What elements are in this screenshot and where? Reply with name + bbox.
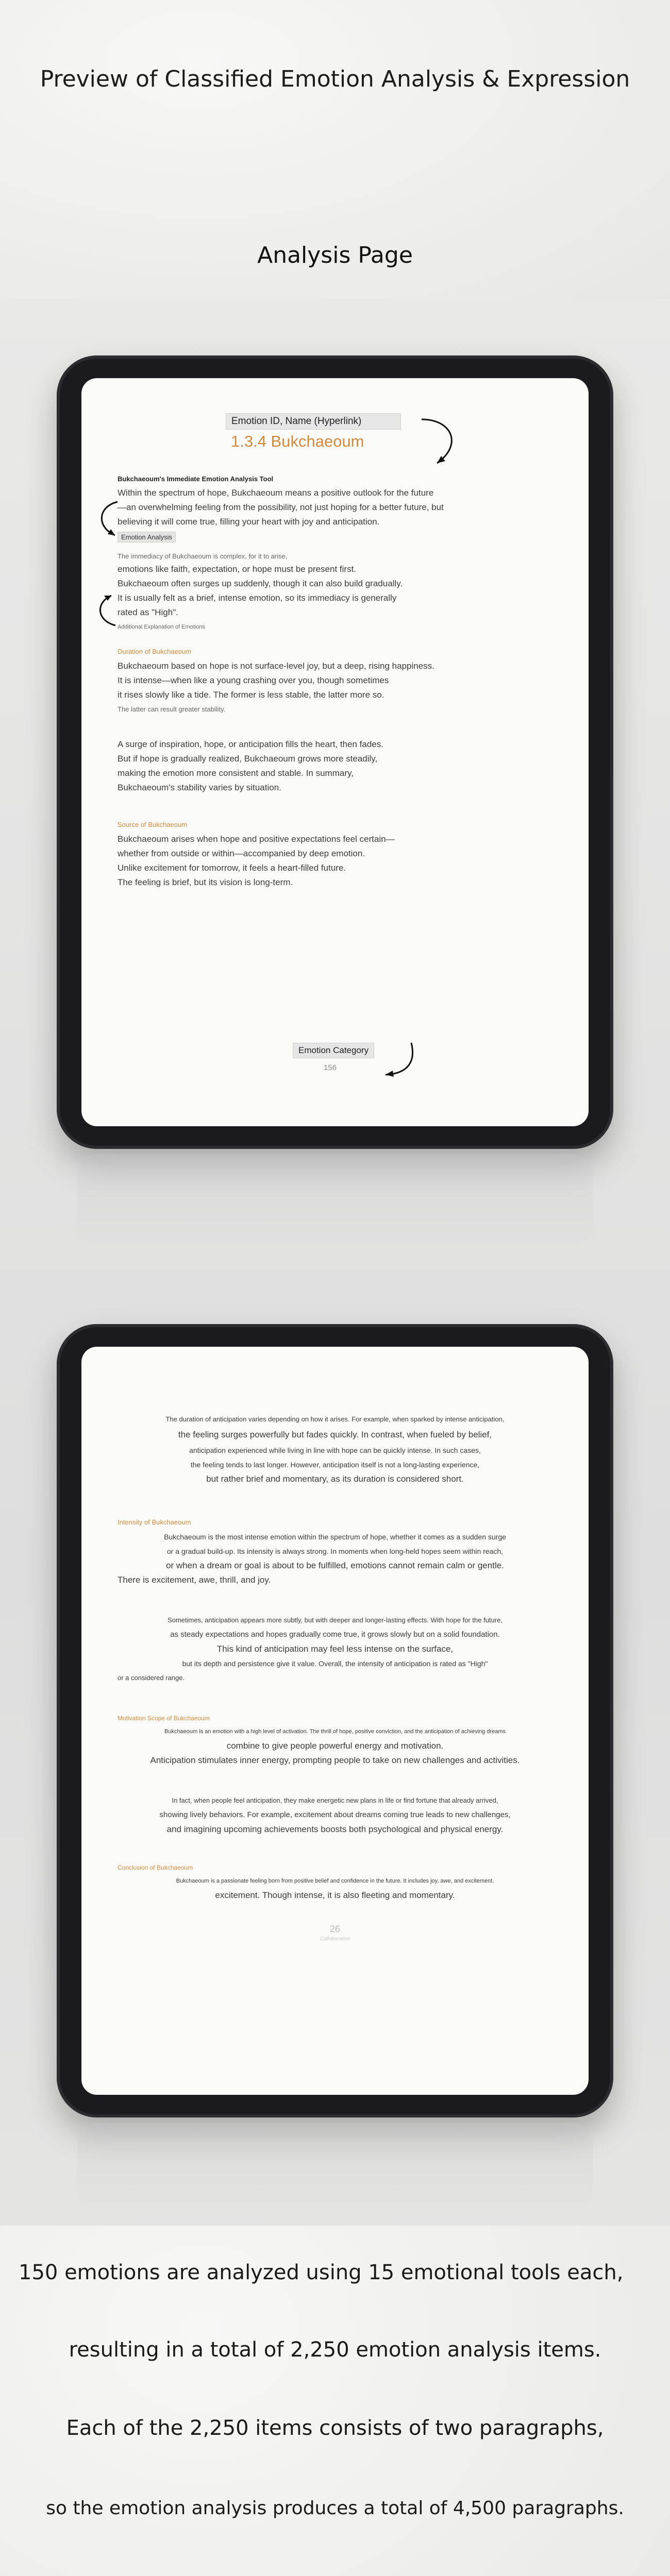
text-line: Bukchaeoum based on hope is not surface-level joy, but a deep, rising happiness.: [118, 661, 434, 671]
text-line: or when a dream or goal is about to be fulfilled, emotions cannot remain calm or gentle.: [166, 1561, 504, 1570]
text-line: It is intense—when like a young crashing over you, though sometimes: [118, 675, 389, 685]
text-line: whether from outside or within—accompanied by deep emotion.: [118, 849, 365, 858]
tablet-screen-1[interactable]: [81, 378, 589, 1126]
text-line: but rather brief and momentary, as its duration is considered short.: [206, 1474, 464, 1484]
text-line: A surge of inspiration, hope, or anticipation fills the heart, then fades.: [118, 739, 383, 749]
page-caption: Collaborative: [320, 1936, 350, 1942]
section-title: Intensity of Bukchaeoum: [118, 1518, 191, 1526]
text-line: excitement. Though intense, it is also fleeting and momentary.: [215, 1890, 455, 1900]
category-value: 156: [324, 1063, 337, 1072]
text-line: Bukchaeoum is a passionate feeling born from positive belief and confidence in the future. It includes joy, awe, and excitement.: [176, 1878, 494, 1884]
text-line: Bukchaeoum arises when hope and positive expectations feel certain—: [118, 834, 395, 844]
text-line: combine to give people powerful energy and motivation.: [226, 1741, 444, 1751]
tiny-caption: Additional Explanation of Emotions: [118, 624, 205, 630]
text-line: or a gradual build-up. Its intensity is always strong. In moments when long-held hopes seem within reach,: [166, 1547, 504, 1555]
text-line: the feeling tends to last longer. However, anticipation itself is not a long-lasting experience,: [190, 1461, 480, 1469]
arrow-icon: [375, 1038, 422, 1084]
body-paragraph: 150 emotions are analyzed using 15 emotional tools each,: [19, 2261, 624, 2284]
text-line: Bukchaeoum's stability varies by situation.: [118, 783, 281, 792]
tablet-mockup-2: [57, 1324, 613, 2117]
text-line: The feeling is brief, but its vision is long-term.: [118, 877, 293, 887]
emotion-id-label: Emotion ID, Name (Hyperlink): [226, 413, 401, 430]
tablet-mockup-1: [57, 355, 613, 1149]
text-line: believing it will come true, filling your heart with joy and anticipation.: [118, 517, 380, 527]
text-line: Anticipation stimulates inner energy, prompting people to take on new challenges and activities.: [150, 1755, 520, 1765]
arrow-icon: [406, 414, 468, 471]
text-line: but its depth and persistence give it value. Overall, the intensity of anticipation is rated as "High": [182, 1659, 488, 1668]
arrow-icon: [91, 589, 122, 631]
text-line: the feeling surges powerfully but fades quickly. In contrast, when fueled by belief,: [178, 1430, 492, 1439]
tool-heading: Bukchaeoum's Immediate Emotion Analysis Tool: [118, 475, 274, 483]
text-line: But if hope is gradually realized, Bukchaeoum grows more steadily,: [118, 754, 378, 764]
text-line: The duration of anticipation varies depending on how it arises. For example, when sparked by intense anticipation,: [165, 1415, 505, 1423]
tablet-reflection: [77, 1154, 593, 1247]
text-line: rated as "High".: [118, 607, 178, 617]
analysis-chip: Emotion Analysis: [118, 532, 176, 543]
text-line: The latter can result greater stability.: [118, 705, 226, 713]
text-line: showing lively behaviors. For example, excitement about dreams coming true leads to new challenges,: [159, 1810, 511, 1819]
section-title: Source of Bukchaeoum: [118, 821, 188, 828]
category-label: Emotion Category: [293, 1043, 374, 1058]
page-title: Preview of Classified Emotion Analysis & Expression: [40, 66, 630, 92]
page-subtitle: Analysis Page: [257, 242, 413, 268]
text-line: Unlike excitement for tomorrow, it feels a heart-filled future.: [118, 863, 346, 873]
emotion-name-link[interactable]: 1.3.4 Bukchaeoum: [231, 432, 364, 450]
text-line: making the emotion more consistent and stable. In summary,: [118, 768, 354, 778]
arrow-icon: [92, 497, 123, 548]
text-line: Bukchaeoum often surges up suddenly, though it can also build gradually.: [118, 579, 403, 588]
text-line: emotions like faith, expectation, or hope must be present first.: [118, 564, 357, 574]
text-line: and imagining upcoming achievements boosts both psychological and physical energy.: [166, 1824, 504, 1834]
text-line: Bukchaeoum is an emotion with a high level of activation. The thrill of hope, positive conviction, and the anticipation of achieving dreams: [164, 1728, 506, 1735]
text-line: or a considered range.: [118, 1674, 185, 1682]
tablet-screen-2[interactable]: [81, 1347, 589, 2095]
text-line: Within the spectrum of hope, Bukchaeoum means a positive outlook for the future: [118, 488, 434, 498]
body-paragraph: resulting in a total of 2,250 emotion analysis items.: [69, 2338, 601, 2362]
section-title: Conclusion of Bukchaeoum: [118, 1864, 193, 1871]
text-line: anticipation experienced while living in line with hope can be quickly intense. In such cases,: [189, 1446, 481, 1454]
text-line: It is usually felt as a brief, intense emotion, so its immediacy is generally: [118, 593, 397, 603]
text-line: Bukchaeoum is the most intense emotion within the spectrum of hope, whether it comes as a sudden surge: [164, 1533, 506, 1541]
text-line: In fact, when people feel anticipation, they make energetic new plans in life or find fortune that already arrived,: [172, 1797, 498, 1804]
text-line: Sometimes, anticipation appears more subtly, but with deeper and longer-lasting effects. With hope for the future,: [167, 1616, 502, 1624]
body-paragraph: so the emotion analysis produces a total of 4,500 paragraphs.: [46, 2498, 624, 2519]
text-line: There is excitement, awe, thrill, and joy.: [118, 1575, 271, 1585]
section-title: Duration of Bukchaeoum: [118, 648, 192, 655]
text-line: as steady expectations and hopes gradually come true, it grows slowly but on a solid foundation.: [170, 1630, 500, 1639]
page-number: 26: [329, 1924, 341, 1934]
body-paragraph: Each of the 2,250 items consists of two paragraphs,: [66, 2416, 604, 2440]
text-line: —an overwhelming feeling from the possibility, not just hoping for a better future, but: [118, 502, 444, 512]
section-title: Motivation Scope of Bukchaeoum: [118, 1715, 210, 1722]
text-line: This kind of anticipation may feel less intense on the surface,: [216, 1644, 454, 1654]
tablet-reflection: [77, 2123, 593, 2215]
text-line: The immediacy of Bukchaeoum is complex, for it to arise,: [118, 552, 288, 560]
text-line: it rises slowly like a tide. The former is less stable, the latter more so.: [118, 690, 384, 700]
